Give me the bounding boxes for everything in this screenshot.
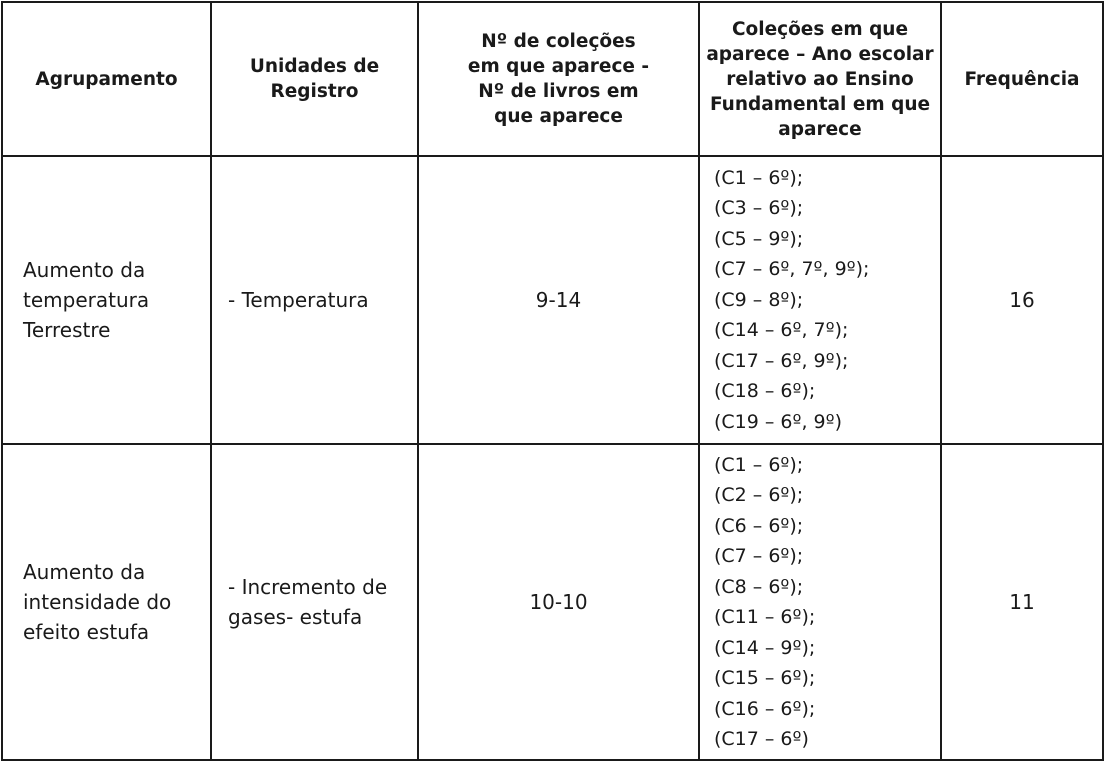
list-item: (C3 – 6º); [714, 197, 804, 220]
cell-line: temperatura [23, 288, 150, 312]
header-line: aparece – Ano escolar [706, 43, 934, 65]
list-item: (C11 – 6º); [714, 606, 816, 628]
cell-line: gases- estufa [228, 605, 363, 629]
list-item: (C17 – 6º) [714, 728, 809, 750]
cell-line: - Temperatura [228, 288, 369, 312]
cell-line: Aumento da [23, 258, 146, 282]
header-line: em que aparece - [467, 56, 650, 77]
list-item: (C5 – 9º); [714, 227, 804, 250]
cell-line: Aumento da [23, 560, 146, 584]
header-numero-colecoes-livros [418, 2, 699, 156]
cell-line: efeito estufa [23, 620, 150, 644]
cell-line: Terrestre [23, 318, 111, 342]
cell-unidades [211, 156, 418, 444]
list-item: (C7 – 6º); [714, 545, 804, 567]
list-item: (C15 – 6º); [714, 667, 816, 689]
list-item: (C2 – 6º); [714, 484, 804, 506]
list-item: (C6 – 6º); [714, 514, 804, 537]
header-line: aparece [778, 118, 862, 140]
header-row [2, 2, 1103, 156]
header-line: Registro [270, 81, 359, 102]
list-item: (C14 – 9º); [714, 636, 816, 659]
header-line: que aparece [494, 106, 623, 127]
cell-frequencia: 16 [941, 156, 1103, 444]
list-item: (C1 – 6º); [714, 453, 804, 476]
list-item: (C17 – 6º, 9º); [714, 349, 849, 372]
header-line: Coleções em que [731, 18, 909, 40]
header-line: Fundamental em que [709, 93, 931, 115]
header-unidades-de-registro [211, 2, 418, 156]
cell-agrupamento [2, 444, 211, 760]
header-frequencia [941, 2, 1103, 156]
list-item: (C8 – 6º); [714, 575, 804, 598]
header-colecoes-ano-escolar [699, 2, 941, 156]
cell-agrupamento [2, 156, 211, 444]
header-line: Frequência [964, 68, 1080, 90]
cell-line: intensidade do [23, 590, 172, 614]
list-item: (C19 – 6º, 9º) [714, 410, 843, 433]
table-row [2, 444, 1103, 760]
header-agrupamento [2, 2, 211, 156]
list-item: (C7 – 6º, 7º, 9º); [714, 258, 870, 281]
header-line: Unidades de [249, 56, 380, 77]
cell-ocorrencias [699, 444, 941, 760]
cell-frequencia: 11 [941, 444, 1103, 760]
table-row [2, 156, 1103, 444]
header-line: Nº de livros em [478, 81, 639, 102]
cell-colecoes-livros: 10-10 [418, 444, 699, 760]
header-line: relativo ao Ensino [726, 68, 914, 90]
cell-ocorrencias [699, 156, 941, 444]
header-line: Nº de coleções [481, 31, 636, 52]
list-item: (C18 – 6º); [714, 380, 816, 403]
list-item: (C9 – 8º); [714, 288, 804, 311]
list-item: (C16 – 6º); [714, 697, 816, 720]
cell-unidades [211, 444, 418, 760]
cell-line: - Incremento de [228, 575, 388, 599]
list-item: (C1 – 6º); [714, 166, 804, 189]
header-line: Agrupamento [35, 68, 178, 90]
list-item: (C14 – 6º, 7º); [714, 319, 849, 342]
data-table [1, 1, 1104, 761]
cell-colecoes-livros: 9-14 [418, 156, 699, 444]
